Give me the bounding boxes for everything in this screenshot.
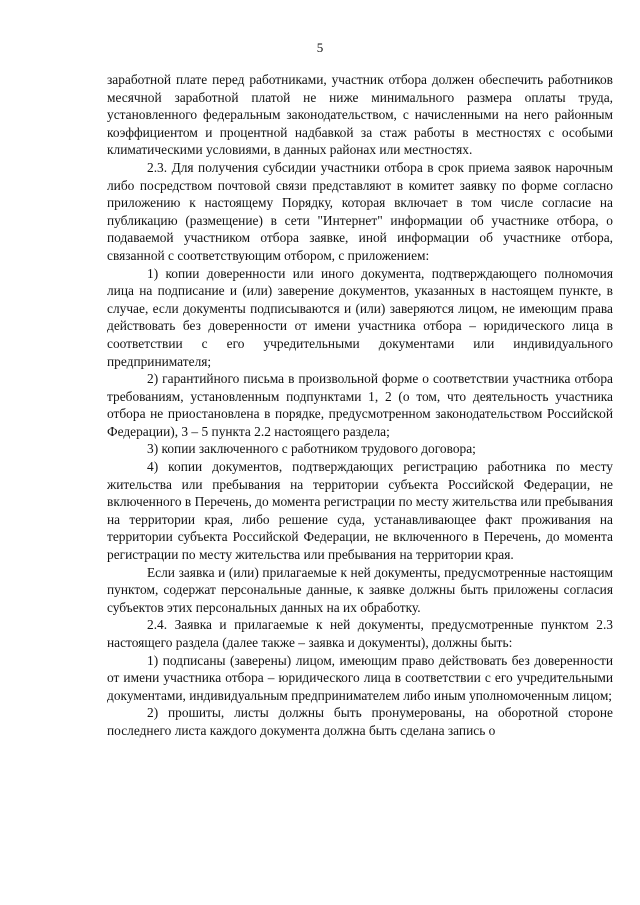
paragraph: 1) подписаны (заверены) лицом, имеющим право действовать без доверенности от имени участника отбора – юридического лица в соответствии с его учредительными документами, индивидуальным предпринимателем либо иным уполномоченным лицом; [107,652,613,703]
paragraph: 2) прошиты, листы должны быть пронумерованы, на оборотной стороне последнего листа каждого документа должна быть сделана запись о [107,705,613,738]
paragraph: Если заявка и (или) прилагаемые к ней документы, предусмотренные настоящим пунктом, содержат персональные данные, к заявке должны быть приложены согласия субъектов этих персональных данных на их обработку. [107,564,613,615]
paragraph: 2.3. Для получения субсидии участники отбора в срок приема заявок нарочным либо посредством почтовой связи представляют в комитет заявку по форме согласно приложению к настоящему Порядку, которая включает в том числе согласие на публикацию (размещение) в сети "Интернет" информации об участнике отбора, о подаваемой участником отбора заявке, иной информации об участнике отбора, связанной с соответствующим отбором, с приложением: [107,159,613,263]
page-number: 5 [316,40,324,55]
document-body [107,71,613,740]
paragraph: 2.4. Заявка и прилагаемые к ней документы, предусмотренные пунктом 2.3 настоящего раздела (далее также – заявка и документы), должны быть: [107,617,613,650]
paragraph: 1) копии доверенности или иного документа, подтверждающего полномочия лица на подписание и (или) заверение документов, указанных в настоящем пункте, в случае, если документы подписываются и (или) заверяются лицом, не имеющим права действовать без доверенности от имени участника отбора – юридического лица в соответствии с его учредительными документами или индивидуального предпринимателя; [107,265,613,369]
paragraph: 4) копии документов, подтверждающих регистрацию работника по месту жительства или пребывания на территории субъекта Российской Федерации, не включенного в Перечень, до момента регистрации по месту жительства или пребывания на территории края, либо решение суда, устанавливающее факт проживания на территории субъекта Российской Федерации, не включенного в Перечень, до момента регистрации по месту жительства или пребывания на территории края. [107,459,613,563]
paragraph: заработной плате перед работниками, участник отбора должен обеспечить работников месячной заработной платой не ниже минимального размера оплаты труда, установленного федеральным законодательством, с начисленными на него районным коэффициентом и процентной надбавкой за стаж работы в местностях с особыми климатическими условиями, в данных районах или местностях. [107,72,613,158]
paragraph: 2) гарантийного письма в произвольной форме о соответствии участника отбора требованиям, установленным подпунктами 1, 2 (о том, что деятельность участника отбора не приостановлена в порядке, предусмотренном законодательством Российской Федерации), 3 – 5 пункта 2.2 настоящего раздела; [107,371,613,439]
paragraph: 3) копии заключенного с работником трудового договора; [147,441,476,457]
